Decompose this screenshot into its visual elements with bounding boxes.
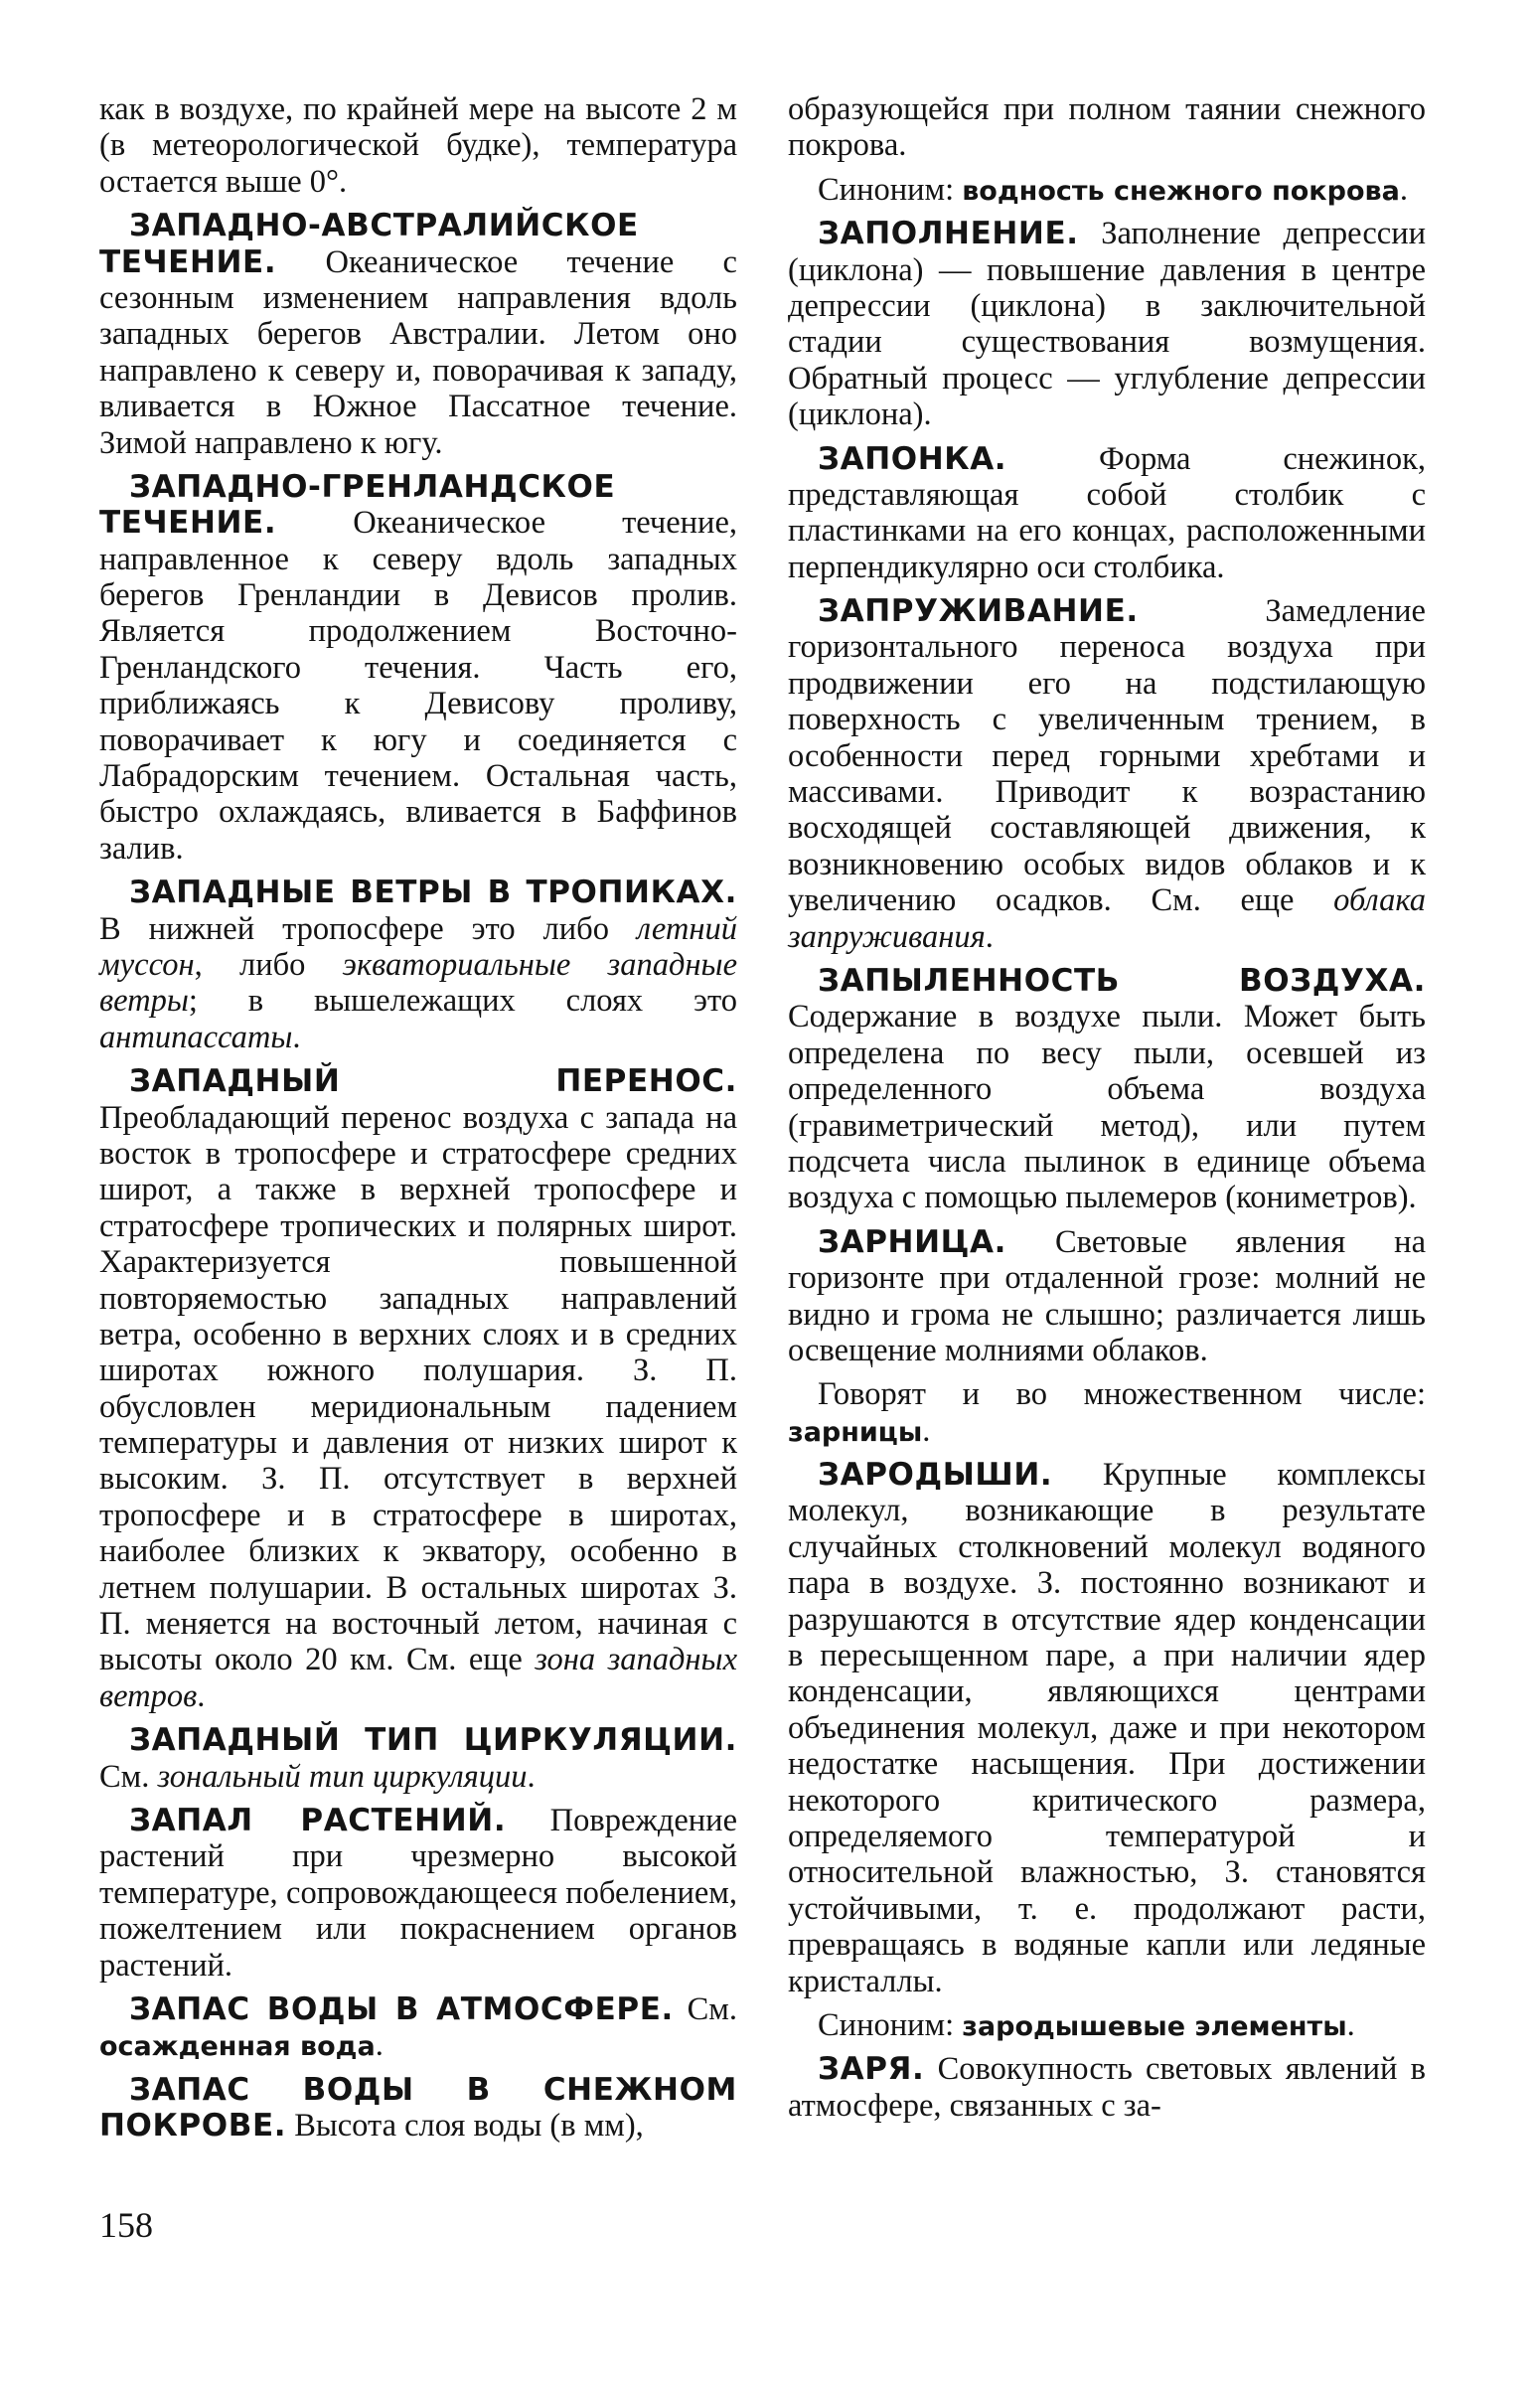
left-column — [99, 91, 737, 2151]
entry-text: Замедление горизонтального переноса воздуха при продвижении его на подстилающую поверхность с увеличенным трением, в особенности перед горными хребтами и массивами. Приводит к возрастанию восходящей составляющей движения, к возникновению особых видов облаков и к увеличению осадков. См. еще — [788, 593, 1426, 919]
dictionary-entry — [99, 469, 737, 867]
cross-reference: экваториальные западные ветры — [99, 946, 737, 1020]
entry-text: . — [527, 1758, 536, 1795]
entry-text: Синоним: — [818, 2006, 963, 2043]
dictionary-entry — [788, 2051, 1426, 2124]
continued-text — [788, 91, 1426, 164]
entry-text: См. — [99, 1758, 158, 1795]
entry-text: как в воздухе, по крайней мере на высоте 2 м (в метеорологической будке), температура остается выше 0°. — [99, 91, 737, 200]
headword: ЗАПАДНЫЙ ПЕРЕНОС. — [129, 1063, 737, 1100]
headword: ЗАПАС ВОДЫ В СНЕЖНОМ ПОКРОВЕ. — [99, 2071, 737, 2145]
headword: ЗАПРУЖИВАНИЕ. — [818, 593, 1139, 630]
cross-reference: антипассаты — [99, 1019, 293, 1055]
entry-text: . — [922, 1412, 931, 1449]
entry-text: . — [1346, 2006, 1355, 2043]
entry-note — [788, 172, 1426, 208]
dictionary-entry — [99, 874, 737, 1055]
cross-reference: зона западных ветров — [99, 1642, 737, 1714]
entry-text: В нижней тропосфере это либо — [99, 910, 637, 947]
headword: ЗАРНИЦА. — [818, 1223, 1006, 1260]
dictionary-entry — [99, 208, 737, 461]
entry-text: Форма снежинок, представляющая собой столбик с пластинками на его концах, расположенными перпендикулярно оси столбика. — [788, 440, 1426, 585]
entry-note — [788, 2007, 1426, 2043]
dictionary-entry — [99, 1063, 737, 1714]
headword: ЗАРЯ. — [818, 2051, 925, 2088]
continued-text — [99, 91, 737, 200]
dictionary-entry — [788, 963, 1426, 1216]
dictionary-entry — [99, 1803, 737, 1984]
dictionary-entry — [788, 1457, 1426, 1999]
entry-text: Крупные комплексы молекул, возникающие в результате случайных столкновений молекул водяного пара в воздухе. З. постоянно возникают и разрушаются в отсутствие ядер конденсации в пересыщенном паре, а при наличии ядер конденсации, являющихся центрами объединения молекул, даже и при некотором недостатке насыщения. При достижении некоторого критического размера, определяемого температурой и относительной влажностью, З. становятся устойчивыми, т. е. продолжают расти, превращаясь в водяные капли или ледяные кристаллы. — [788, 1457, 1426, 1999]
headword: ЗАПАДНЫЕ ВЕТРЫ В ТРОПИКАХ. — [129, 874, 737, 911]
entry-text: образующейся при полном таянии снежного покрова. — [788, 91, 1426, 164]
dictionary-entry — [788, 441, 1426, 586]
entry-text: . — [375, 2027, 384, 2064]
headword: ЗАПАС ВОДЫ В АТМОСФЕРЕ. — [129, 1990, 674, 2027]
headword: ЗАПАЛ РАСТЕНИЙ. — [129, 1802, 507, 1838]
entry-text: См. — [673, 1990, 738, 2027]
dictionary-entry — [99, 1722, 737, 1795]
headword: ЗАПАДНО-АВСТРАЛИЙСКОЕ ТЕЧЕНИЕ. — [99, 208, 639, 280]
headword: ЗАРОДЫШИ. — [818, 1457, 1053, 1494]
dictionary-entry — [99, 1991, 737, 2064]
page-number: 158 — [99, 2205, 153, 2245]
headword: ЗАПОЛНЕНИЕ. — [818, 216, 1079, 252]
dictionary-entry — [788, 216, 1426, 432]
entry-text: Высота слоя воды (в мм), — [286, 2108, 644, 2145]
entry-text: Совокупность световых явлений в атмосфере, связанных с за- — [788, 2051, 1426, 2124]
cross-reference: зональный тип циркуляции — [157, 1758, 528, 1795]
entry-note — [788, 1376, 1426, 1449]
dictionary-entry — [99, 2072, 737, 2145]
headword: ЗАПАДНЫЙ ТИП ЦИРКУЛЯЦИИ. — [129, 1722, 737, 1759]
entry-text: ; в вышележащих слоях это — [188, 983, 737, 1020]
entry-text: Океаническое течение с сезонным изменением направления вдоль западных берегов Австралии. Летом оно направлено к северу и, поворачивая к западу, вливается в Южное Пассатное течение. Зимой направлено к югу. — [99, 243, 737, 461]
entry-text: Световые явления на горизонте при отдаленной грозе: молний не видно и грома не слышно; различается лишь освещение молниями облаков. — [788, 1223, 1426, 1368]
synonym-term: водность снежного покрова — [962, 175, 1400, 207]
dictionary-entry — [788, 1224, 1426, 1369]
synonym-term: зарницы — [788, 1416, 923, 1448]
entry-text: . — [197, 1677, 206, 1714]
entry-text: , либо — [194, 946, 343, 983]
right-column — [788, 91, 1426, 2132]
headword: ЗАПОНКА. — [818, 440, 1007, 477]
cross-reference: облака запруживания — [788, 882, 1426, 955]
entry-text: Океаническое течение, направленное к северу вдоль западных берегов Гренландии в Девисов пролив. Является продолжением Восточно-Гренландского течения. Часть его, приближаясь к Девисову проливу, поворачивает к югу и соединяется с Лабрадорским течением. Остальная часть, быстро охлаждаясь, вливается в Баффинов залив. — [99, 505, 737, 867]
entry-text: Повреждение растений при чрезмерно высокой температуре, сопровождающееся побелением, пожелтением или покраснением органов растений. — [99, 1802, 737, 1984]
headword: ЗАПЫЛЕННОСТЬ ВОЗДУХА. — [818, 962, 1426, 999]
synonym-term: зародышевые элементы — [962, 2010, 1347, 2042]
entry-text: Преобладающий перенос воздуха с запада на восток в тропосфере и стратосфере средних широт, а также в верхней тропосфере и стратосфере тропических и полярных широт. Характеризуется повышенной повторяемостью западных направлений ветра, особенно в верхних слоях и в средних широтах южного полушария. З. П. обусловлен меридиональным падением температуры и давления от низких широт к высоким. З. П. отсутствует в верхней тропосфере и в стратосфере в широтах, наиболее близких к экватору, особенно в летнем полушарии. В остальных широтах З. П. меняется на восточный летом, начиная с высоты около 20 км. См. еще — [99, 1099, 737, 1678]
entry-text: Синоним: — [818, 171, 963, 208]
entry-text: Говорят и во множественном числе: — [818, 1376, 1426, 1413]
entry-text: . — [292, 1019, 301, 1055]
entry-text: . — [985, 918, 994, 955]
dictionary-entry — [788, 593, 1426, 955]
entry-text: . — [1399, 171, 1408, 208]
entry-text: Заполнение депрессии (циклона) — повышение давления в центре депрессии (циклона) в заключительной стадии существования возмущения. Обратный процесс — углубление депрессии (циклона). — [788, 216, 1426, 433]
synonym-term: осажденная вода — [99, 2031, 376, 2063]
entry-text: Содержание в воздухе пыли. Может быть определена по весу пыли, осевшей из определенного объема воздуха (гравиметрический метод), или путем подсчета числа пылинок в единице объема воздуха с помощью пылемеров (кониметров). — [788, 999, 1426, 1216]
cross-reference: летний муссон — [99, 910, 737, 983]
headword: ЗАПАДНО-ГРЕНЛАНДСКОЕ ТЕЧЕНИЕ. — [99, 468, 616, 542]
